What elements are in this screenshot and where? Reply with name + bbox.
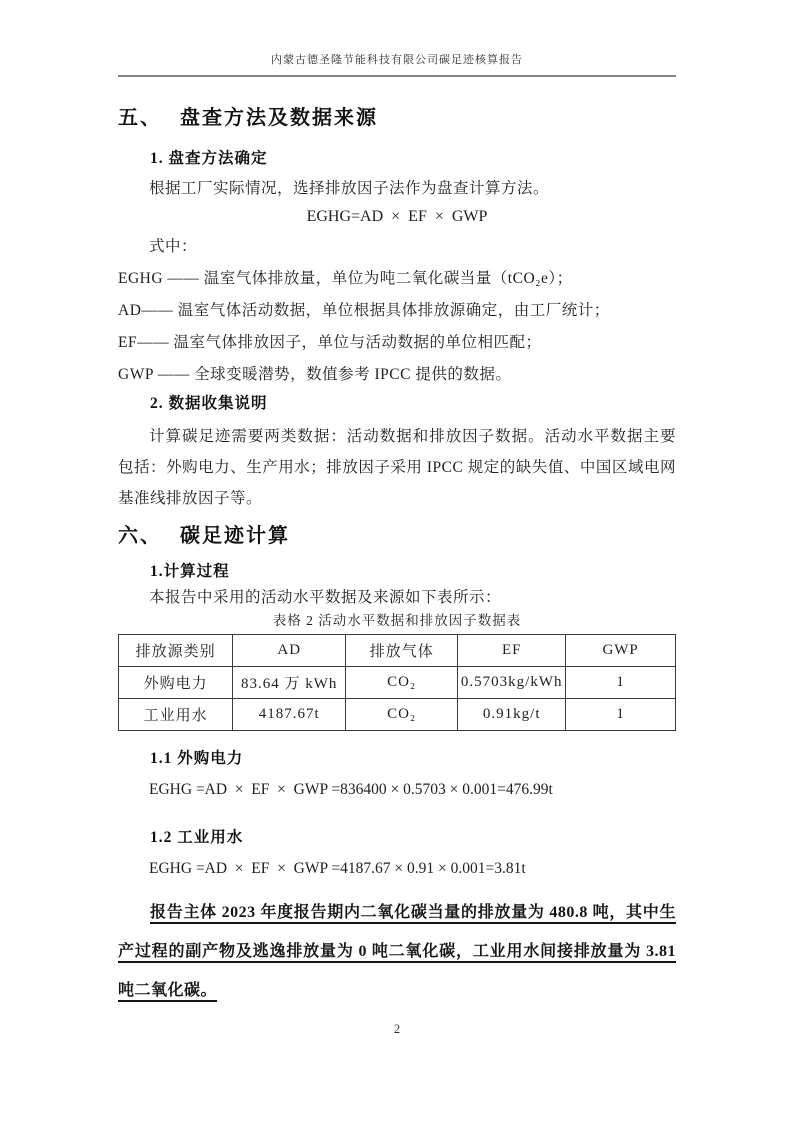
data-collection-text: 计算碳足迹需要两类数据：活动数据和排放因子数据。活动水平数据主要包括：外购电力、生产用水；排放因子采用 IPCC 规定的缺失值、中国区域电网基准线排放因子等。 <box>118 428 676 507</box>
section-5-heading <box>118 105 676 131</box>
definition-gwp: GWP —— 全球变暖潜势，数值参考 IPCC 提供的数据。 <box>118 366 512 383</box>
activity-data-table <box>118 634 676 731</box>
table-cell: 工业用水 <box>119 699 233 731</box>
electricity-subheading: 1.1 外购电力 <box>150 750 244 767</box>
water-calc-formula: EGHG =AD × EF × GWP =4187.67 × 0.91 × 0.001=3.81t <box>149 860 526 877</box>
table-cell: 4187.67t <box>233 699 346 731</box>
data-collection-heading: 2. 数据收集说明 <box>150 395 268 412</box>
table-caption: 表格 2 活动水平数据和排放因子数据表 <box>272 613 522 628</box>
table-header-source: 排放源类别 <box>119 635 233 667</box>
table-cell: 外购电力 <box>119 667 233 699</box>
page-number: 2 <box>393 1022 401 1036</box>
header-title: 内蒙古德圣隆节能科技有限公司碳足迹核算报告 <box>271 54 523 66</box>
method-determination-heading: 1. 盘查方法确定 <box>150 150 268 167</box>
table-cell: 0.5703kg/kWh <box>458 667 566 699</box>
table-header-ad: AD <box>233 635 346 667</box>
table-header-gwp: GWP <box>566 635 676 667</box>
table-header-ef: EF <box>458 635 566 667</box>
page-header <box>118 52 676 77</box>
section-6-number: 六、 <box>118 525 162 547</box>
section-5-number: 五、 <box>118 107 162 129</box>
section-5-title: 盘查方法及数据来源 <box>180 107 378 129</box>
section-6-heading <box>118 523 676 549</box>
ghg-formula: EGHG=AD × EF × GWP <box>306 208 488 225</box>
table-header-row <box>119 635 676 667</box>
electricity-calc-formula: EGHG =AD × EF × GWP =836400 × 0.5703 × 0.001=476.99t <box>149 781 553 798</box>
conclusion-paragraph: 报告主体 2023 年度报告期内二氧化碳当量的排放量为 480.8 吨，其中生产过程的副产物及逃逸排放量为 0 吨二氧化碳，工业用水间接排放量为 3.81 吨二氧化碳。 <box>118 904 676 999</box>
section-6-title: 碳足迹计算 <box>180 525 290 547</box>
definition-eghg: EGHG —— 温室气体排放量，单位为吨二氧化碳当量（tCO₂e）； <box>118 270 573 287</box>
method-determination-text: 根据工厂实际情况，选择排放因子法作为盘查计算方法。 <box>149 180 550 197</box>
water-subheading: 1.2 工业用水 <box>150 829 244 846</box>
table-cell: CO₂ <box>346 699 458 731</box>
table-cell: 0.91kg/t <box>458 699 566 731</box>
table-cell: 1 <box>566 667 676 699</box>
table-header-gas: 排放气体 <box>346 635 458 667</box>
calc-process-heading: 1.计算过程 <box>150 563 230 580</box>
formula-intro: 式中： <box>149 238 198 255</box>
table-cell: CO₂ <box>346 667 458 699</box>
definition-ef: EF—— 温室气体排放因子，单位与活动数据的单位相匹配； <box>118 334 542 351</box>
calc-process-intro: 本报告中采用的活动水平数据及来源如下表所示： <box>149 589 502 606</box>
page-footer <box>0 1022 794 1037</box>
table-row-electricity <box>119 667 676 699</box>
table-cell: 83.64 万 kWh <box>233 667 346 699</box>
table-row-water <box>119 699 676 731</box>
definition-ad: AD—— 温室气体活动数据，单位根据具体排放源确定，由工厂统计； <box>118 302 610 319</box>
table-cell: 1 <box>566 699 676 731</box>
